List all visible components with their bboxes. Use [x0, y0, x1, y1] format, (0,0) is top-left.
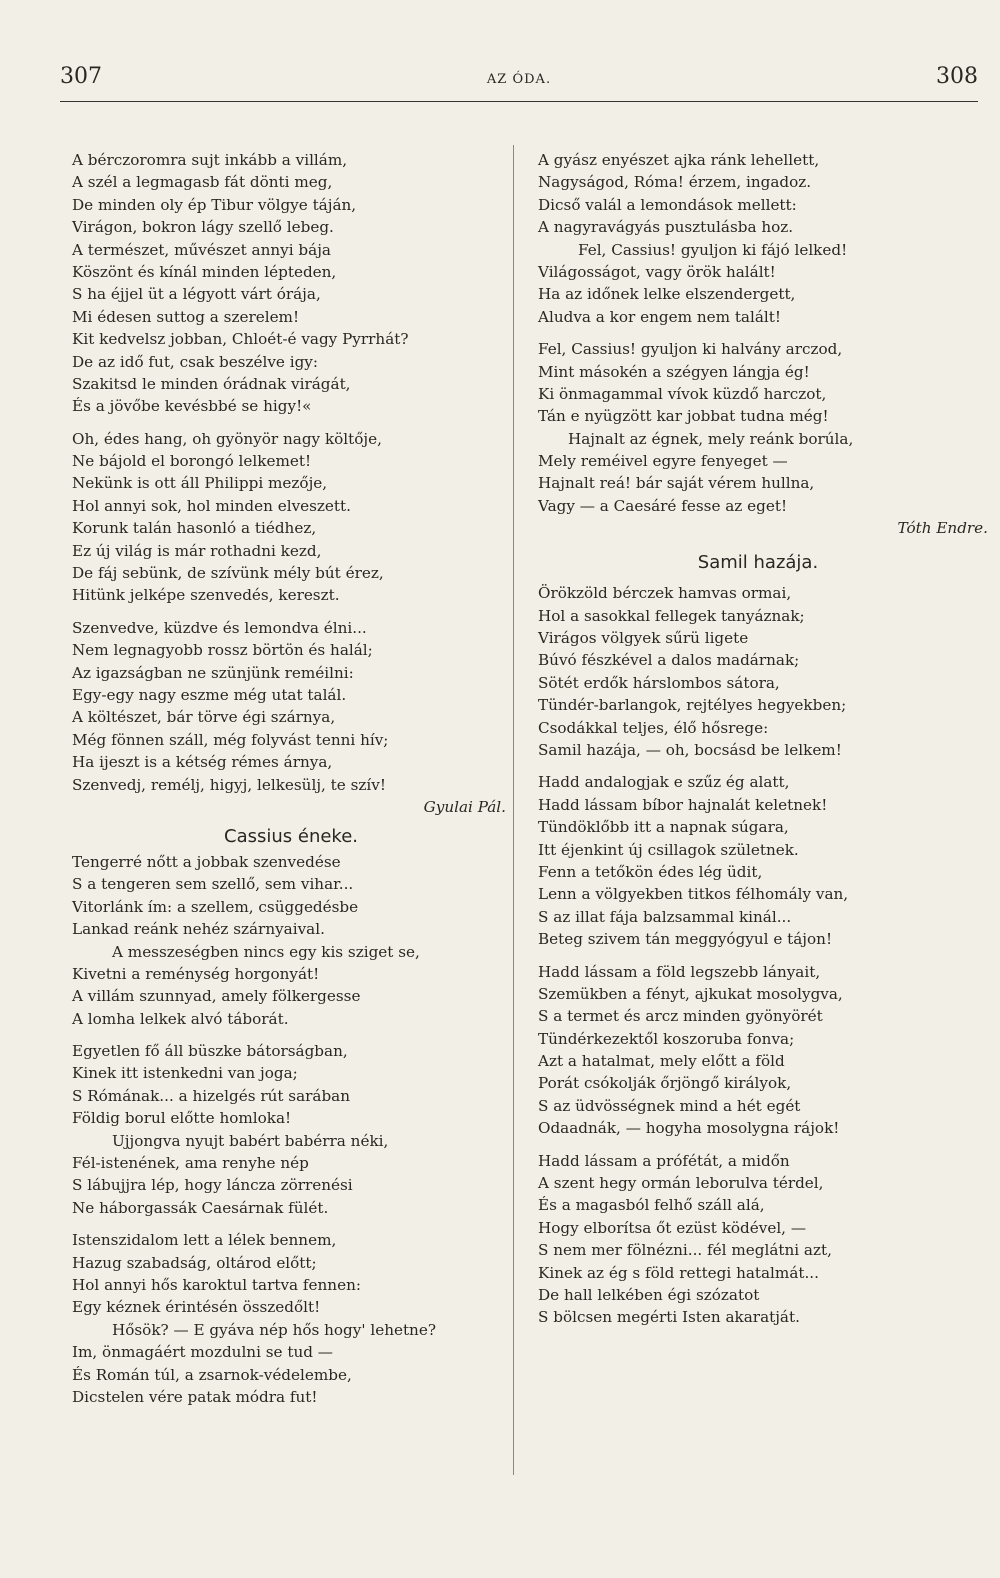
- verse-line: Hol annyi sok, hol minden elveszett.: [72, 496, 351, 515]
- verse-line: Ki önmagammal vívok küzdő harczot,: [538, 384, 827, 403]
- verse-line: Vagy — a Caesáré fesse az eget!: [538, 496, 788, 515]
- verse-line: Mi édesen suttog a szerelem!: [72, 307, 300, 326]
- verse-line: Hadd lássam a föld legszebb lányait,: [538, 962, 821, 981]
- verse-line: Korunk talán hasonló a tiédhez,: [72, 519, 317, 538]
- verse-line: De minden oly ép Tibur völgye táján,: [72, 195, 357, 214]
- verse-line: S a tengeren sem szellő, sem vihar...: [72, 875, 354, 894]
- verse-line: Világosságot, vagy örök halált!: [538, 262, 776, 281]
- verse-line: Fel, Cassius! gyuljon ki fájó lelked!: [578, 240, 848, 259]
- verse-line: Hol annyi hős karoktul tartva fennen:: [72, 1275, 361, 1294]
- verse-line: Lankad reánk nehéz szárnyaival.: [72, 920, 325, 939]
- poem-title: Samil hazája.: [697, 552, 819, 574]
- verse-line: És Román túl, a zsarnok-védelembe,: [72, 1365, 352, 1384]
- author-signature: Gyulai Pál.: [423, 797, 506, 816]
- stanza: [538, 261, 978, 328]
- verse-line: Virágon, bokron lágy szellő lebeg.: [72, 218, 334, 237]
- right-column: [538, 149, 988, 1329]
- verse-line: Dicső valál a lemondások mellett:: [538, 195, 797, 214]
- verse-line: Lenn a völgyekben titkos félhomály van,: [538, 885, 849, 904]
- verse-line: Egy-egy nagy eszme még utat talál.: [72, 685, 347, 704]
- verse-line: Hazug szabadság, oltárod előtt;: [72, 1253, 317, 1272]
- running-title: AZ ÓDA.: [486, 72, 552, 87]
- verse-line: Hol a sasokkal fellegek tanyáznak;: [538, 606, 805, 625]
- verse-line: Nekünk is ott áll Philippi mezője,: [72, 474, 328, 493]
- stanza: [538, 450, 978, 517]
- verse-line: De fáj sebünk, de szívünk mély bút érez,: [72, 564, 384, 583]
- verse-line: Fel, Cassius! gyuljon ki halvány arczod,: [538, 340, 843, 359]
- verse-line: Im, önmagáért mozdulni se tud —: [72, 1343, 333, 1362]
- verse-line: Dicstelen vére patak módra fut!: [72, 1387, 318, 1406]
- page-header: [60, 64, 978, 102]
- verse-line: Tündérkezektől koszoruba fonva;: [538, 1029, 795, 1048]
- verse-line: A szél a legmagasb fát dönti meg,: [72, 173, 333, 192]
- verse-line: Még fönnen száll, még folyvást tenni hív;: [72, 730, 389, 749]
- verse-line: És a jövőbe kevésbbé se higy!«: [72, 397, 312, 416]
- stanza: [72, 149, 510, 418]
- poem-title: Cassius éneke.: [224, 825, 358, 847]
- verse-line: Egyetlen fő áll büszke bátorságban,: [72, 1042, 348, 1061]
- verse-line: A bérczoromra sujt inkább a villám,: [72, 151, 348, 169]
- verse-line: Köszönt és kínál minden lépteden,: [72, 262, 337, 281]
- verse-line: Hitünk jelképe szenvedés, kereszt.: [72, 586, 340, 605]
- verse-line: Egy kéznek érintésén összedőlt!: [72, 1298, 321, 1317]
- verse-line: Nem legnagyobb rossz börtön és halál;: [72, 641, 373, 660]
- verse-line: Tengerré nőtt a jobbak szenvedése: [72, 852, 341, 871]
- stanza: [538, 149, 978, 239]
- verse-line: S bölcsen megérti Isten akaratját.: [538, 1308, 800, 1327]
- verse-line: Ez új világ is már rothadni kezd,: [72, 541, 322, 560]
- stanza: [72, 963, 510, 1030]
- stanza: [72, 851, 510, 941]
- verse-line: Földig borul előtte homloka!: [72, 1109, 292, 1128]
- verse-line: Ha ijeszt is a kétség rémes árnya,: [72, 753, 333, 772]
- verse-line: Istenszidalom lett a lélek bennem,: [72, 1231, 337, 1250]
- verse-line: Hősök? — E gyáva nép hős hogy' lehetne?: [112, 1320, 436, 1339]
- stanza: [538, 771, 978, 950]
- verse-line: Vitorlánk ím: a szellem, csüggedésbe: [72, 897, 359, 916]
- stanza: [72, 1152, 510, 1219]
- verse-line: Hogy elborítsa őt ezüst ködével, —: [538, 1218, 807, 1237]
- verse-line: Ujjongva nyujt babért babérra néki,: [112, 1131, 389, 1150]
- verse-line: Szemükben a fényt, ajkukat mosolygva,: [538, 984, 843, 1003]
- verse-line: Odaadnák, — hogyha mosolygna rájok!: [538, 1119, 840, 1138]
- stanza: [538, 582, 978, 761]
- verse-line: Tündér-barlangok, rejtélyes hegyekben;: [538, 696, 847, 715]
- verse-line: A nagyravágyás pusztulásba hoz.: [538, 218, 794, 237]
- verse-line: Fél-istenének, ama renyhe nép: [72, 1154, 309, 1173]
- verse-line: A villám szunnyad, amely fölkergesse: [72, 987, 361, 1006]
- left-column: [72, 149, 510, 1408]
- verse-line: De hall lelkében égi szózatot: [538, 1285, 760, 1304]
- stanza: [72, 1341, 510, 1408]
- verse-line: Hadd lássam a prófétát, a midőn: [538, 1151, 790, 1170]
- verse-line: Aludva a kor engem nem talált!: [538, 307, 781, 326]
- verse-line: S az üdvösségnek mind a hét egét: [538, 1096, 801, 1115]
- stanza: [538, 1150, 978, 1329]
- verse-line: A szent hegy ormán leborulva térdel,: [538, 1174, 824, 1193]
- verse-line: Az igazságban ne szünjünk reméilni:: [72, 663, 354, 682]
- verse-line: Mint másokén a szégyen lángja ég!: [538, 362, 810, 381]
- verse-line: A messzeségben nincs egy kis sziget se,: [112, 942, 420, 961]
- verse-line: Beteg szivem tán meggyógyul e tájon!: [538, 930, 833, 949]
- verse-line: A lomha lelkek alvó táborát.: [72, 1009, 289, 1028]
- verse-line: S a termet és arcz minden gyönyörét: [538, 1007, 823, 1026]
- verse-line: Hadd lássam bíbor hajnalát keletnek!: [538, 795, 828, 814]
- verse-line: Tán e nyügzött kar jobbat tudna még!: [538, 407, 829, 426]
- verse-line: Kinek itt istenkedni van joga;: [72, 1064, 298, 1083]
- verse-line: Csodákkal teljes, élő hősrege:: [538, 718, 769, 737]
- verse-line: S nem mer fölnézni... fél meglátni azt,: [538, 1241, 832, 1260]
- verse-line: Örökzöld bérczek hamvas ormai,: [538, 584, 792, 603]
- verse-line: Sötét erdők hárslombos sátora,: [538, 673, 780, 692]
- verse-line: Fenn a tetőkön édes lég üdit,: [538, 862, 763, 881]
- verse-line: Mely reméivel egyre fenyeget —: [538, 452, 788, 471]
- verse-line: S ha éjjel üt a légyott várt órája,: [72, 285, 321, 304]
- stanza: [72, 428, 510, 607]
- header-rule: [60, 101, 978, 102]
- verse-line: A gyász enyészet ajka ránk lehellett,: [538, 151, 820, 169]
- verse-line: Kit kedvelsz jobban, Chloét-é vagy Pyrrhát?: [72, 330, 409, 349]
- verse-line: Virágos völgyek sűrü ligete: [538, 629, 749, 648]
- verse-line: A költészet, bár törve égi szárnya,: [72, 708, 336, 727]
- verse-line: De az idő fut, csak beszélve igy:: [72, 352, 318, 371]
- verse-line: Oh, édes hang, oh gyönyör nagy költője,: [72, 429, 382, 448]
- verse-line: Tündöklőbb itt a napnak súgara,: [538, 818, 789, 837]
- stanza: [72, 617, 510, 796]
- verse-line: Azt a hatalmat, mely előtt a föld: [538, 1052, 785, 1071]
- verse-line: Kivetni a reménység horgonyát!: [72, 964, 320, 983]
- verse-line: Hajnalt reá! bár saját vérem hullna,: [538, 474, 815, 493]
- verse-line: S az illat fája balzsammal kinál...: [538, 907, 792, 926]
- verse-line: Szenvedj, remélj, higyj, lelkesülj, te szív!: [72, 775, 386, 794]
- column-divider: [513, 145, 514, 1475]
- stanza: [72, 1040, 510, 1130]
- verse-line: Porát csókolják őrjöngő királyok,: [538, 1074, 792, 1093]
- author-signature: Tóth Endre.: [897, 519, 988, 538]
- verse-line: Hadd andalogjak e szűz ég alatt,: [538, 773, 790, 792]
- verse-line: A természet, művészet annyi bája: [72, 240, 331, 259]
- stanza: [72, 1229, 510, 1319]
- verse-line: És a magasból felhő száll alá,: [538, 1196, 765, 1215]
- page-number-left: 307: [60, 64, 102, 89]
- verse-line: Kinek az ég s föld rettegi hatalmát...: [538, 1263, 819, 1282]
- verse-line: S Rómának... a hizelgés rút sarában: [72, 1086, 351, 1105]
- stanza: [538, 961, 978, 1140]
- verse-line: Nagyságod, Róma! érzem, ingadoz.: [538, 173, 812, 192]
- verse-line: Ne háborgassák Caesárnak fülét.: [72, 1198, 329, 1217]
- verse-line: Ne bájold el borongó lelkemet!: [72, 452, 312, 471]
- verse-line: Szakitsd le minden órádnak virágát,: [72, 374, 351, 393]
- verse-line: S lábujjra lép, hogy láncza zörrenési: [72, 1176, 353, 1195]
- page-number-right: 308: [936, 64, 978, 89]
- verse-line: Búvó fészkével a dalos madárnak;: [538, 651, 800, 670]
- verse-line: Ha az időnek lelke elszendergett,: [538, 285, 796, 304]
- stanza: [538, 338, 978, 428]
- verse-line: Itt éjenkint új csillagok születnek.: [538, 840, 799, 859]
- verse-line: Szenvedve, küzdve és lemondva élni...: [72, 618, 367, 637]
- verse-line: Hajnalt az égnek, mely reánk borúla,: [568, 429, 854, 448]
- verse-line: Samil hazája, — oh, bocsásd be lelkem!: [538, 740, 842, 759]
